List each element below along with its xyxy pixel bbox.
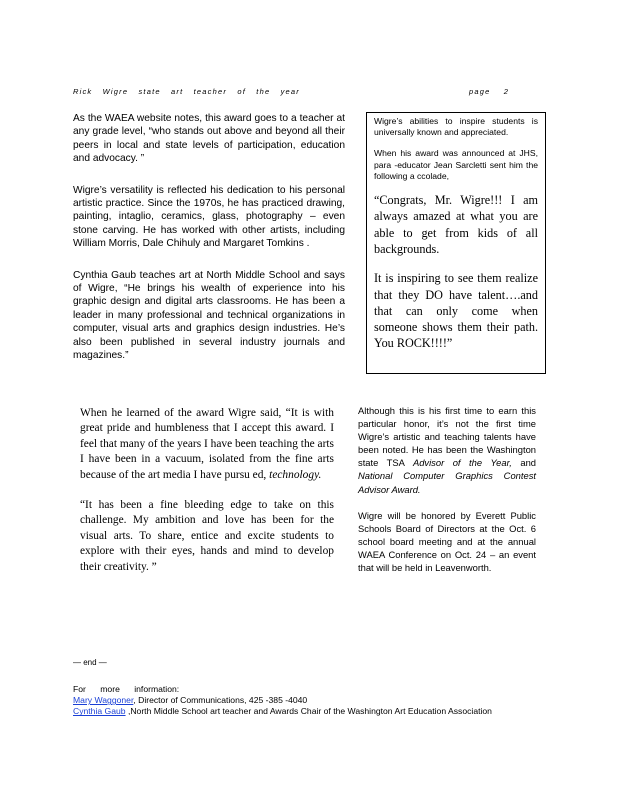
column-right-bottom	[358, 404, 536, 587]
honors-text-a: Although this is his first time to earn this particular honor, it’s not the first time Wigre’s artistic and teaching talents have been noted. He has been the Washington state TSA	[358, 405, 536, 469]
sidebar-quote-box	[366, 112, 546, 374]
paragraph-gaub-quote: Cynthia Gaub teaches art at North Middle School and says of Wigre, “He brings his wealth of experience into his graphic design and digital arts classrooms. He has been a leader in many professional and technical organizations in computer, visual arts and graphics design industries. He’s also been published in several industry journals and magazines.”	[73, 269, 345, 362]
contact-2-details: ,North Middle School art teacher and Awards Chair of the Washington Art Education Association	[125, 706, 492, 717]
honors-text-b: and	[520, 457, 537, 469]
contact-line-2	[73, 706, 493, 717]
contact-link-mary-waggoner[interactable]: Mary Waggoner	[73, 695, 134, 706]
paragraph-award-description: As the WAEA website notes, this award goes to a teacher at any grade level, “who stands out above and beyond all their peers in local and state levels of participation, education and advocacy. ”	[73, 113, 345, 165]
header-title: Rick Wigre state art teacher of the year	[73, 87, 300, 96]
contact-line-1	[73, 695, 493, 706]
contact-link-cynthia-gaub[interactable]: Cynthia Gaub	[73, 706, 126, 717]
column-left-top	[73, 112, 345, 381]
wigre-quote-text: When he learned of the award Wigre said, “It is with great pride and humbleness that I accept this award. I feel that many of the years I have been teaching the arts I have been in a vacuum, isolated from the fine arts because of the art media I have pursu ed,	[80, 407, 334, 481]
honors-italic-1: Advisor of the Year,	[412, 457, 512, 469]
box-intro: Wigre’s abilities to inspire students is universally known and appreciated.	[374, 116, 538, 138]
wigre-quote-italic: technology.	[269, 468, 322, 481]
end-marker: — end —	[73, 658, 107, 667]
paragraph-honors	[358, 404, 536, 496]
paragraph-wigre-quote-2: “It has been a fine bleeding edge to take on this challenge. My ambition and love has been for the visual arts. To share, entice and excite students to explore with their eyes, hands and mind to develop their creativity. ”	[80, 499, 334, 573]
paragraph-event: Wigre will be honored by Everett Public Schools Board of Directors at the Oct. 6 school board meeting and at the annual WAEA Conference on Oct. 24 – an event that will be held in Leavenworth.	[358, 509, 536, 574]
contact-1-details: , Director of Communications, 425 -385 -4040	[133, 695, 308, 706]
page-number: page 2	[469, 87, 510, 96]
box-quote-1: “Congrats, Mr. Wigre!!! I am always amazed at what you are able to get from kids of all backgrounds.	[374, 193, 538, 256]
more-info-label: For more information:	[73, 684, 180, 694]
box-quote-2: It is inspiring to see them realize that they DO have talent….and that can only come when someone shows them their path. You ROCK!!!!”	[374, 271, 538, 351]
contact-info	[73, 684, 493, 718]
box-announcement: When his award was announced at JHS, para -educator Jean Sarcletti sent him the following a ccolade,	[374, 148, 538, 181]
column-left-bottom	[80, 406, 334, 590]
honors-italic-2: National Computer Graphics Contest Advisor Award.	[358, 470, 536, 495]
paragraph-wigre-quote-1	[80, 406, 334, 483]
paragraph-versatility: Wigre’s versatility is reflected his dedication to his personal artistic practice. Since the 1970s, he has practiced drawing, painting, intaglio, ceramics, glass, photography – even stone carving. He has worked with other artists, including William Morris, Dale Chihuly and Margaret Tomkins .	[73, 184, 345, 250]
